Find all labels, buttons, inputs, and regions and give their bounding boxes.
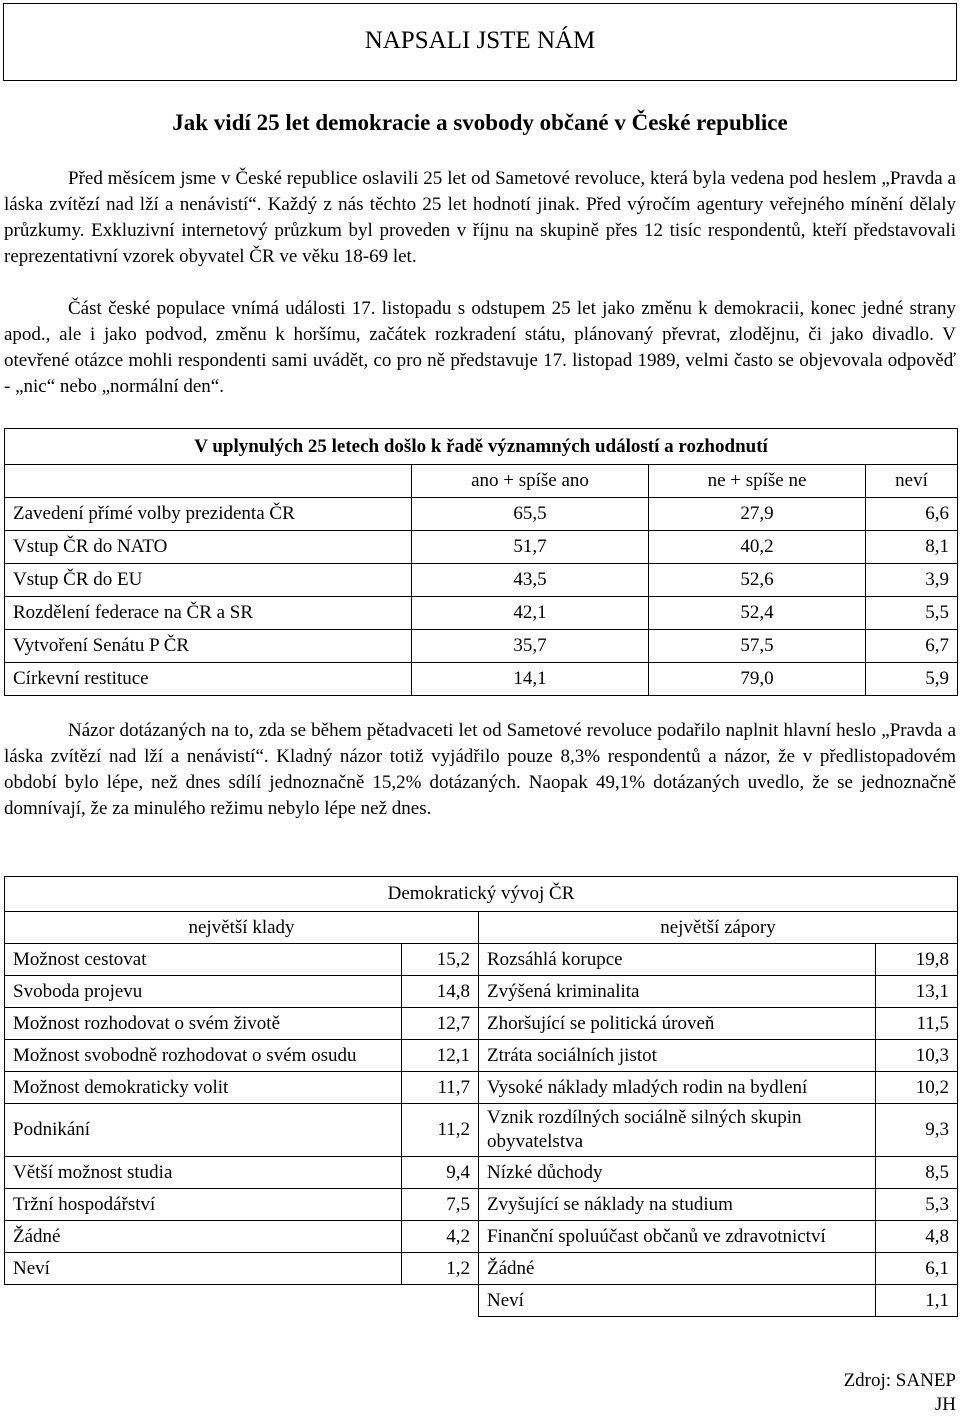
header-box	[3, 3, 957, 81]
pro-label: Svoboda projevu	[5, 976, 402, 1008]
events-table	[4, 428, 958, 696]
event-yes: 14,1	[412, 663, 649, 696]
article-title: Jak vidí 25 let demokracie a svobody občané v České republice	[172, 110, 788, 135]
pros-header: největší klady	[5, 912, 479, 944]
table-row	[5, 1157, 958, 1189]
event-label: Církevní restituce	[5, 663, 412, 696]
table-row	[5, 597, 958, 630]
pro-label-empty	[5, 1285, 402, 1317]
table-row	[5, 1221, 958, 1253]
event-dontknow: 8,1	[866, 531, 958, 564]
pro-value: 4,2	[402, 1221, 479, 1253]
table-row	[5, 663, 958, 696]
con-label: Ztráta sociálních jistot	[479, 1040, 876, 1072]
con-value: 8,5	[876, 1157, 958, 1189]
con-value: 13,1	[876, 976, 958, 1008]
pro-label: Žádné	[5, 1221, 402, 1253]
con-value: 4,8	[876, 1221, 958, 1253]
table-row	[5, 1253, 958, 1285]
author-initials: JH	[934, 1394, 956, 1415]
middle-paragraph: Názor dotázaných na to, zda se během pětadvaceti let od Sametové revoluce podařilo naplnit hlavní heslo „Pravda a láska zvítězí nad lží a nenávistí“. Kladný názor totiž vyjádřilo pouze 8,3% respondentů a názor, že v předlistopadovém období bylo lépe, než dnes sdílí jednoznačně 15,2% dotázaných. Naopak 49,1% dotázaných uvedlo, že se jednoznačně domnívají, že za minulého režimu nebylo lépe než dnes.	[4, 720, 956, 819]
table-row	[5, 976, 958, 1008]
con-value: 9,3	[876, 1104, 958, 1157]
event-no: 27,9	[649, 498, 866, 531]
event-label: Vstup ČR do EU	[5, 564, 412, 597]
con-label: Neví	[479, 1285, 876, 1317]
democracy-table	[4, 876, 958, 1317]
intro-paragraph-2: Část české populace vnímá události 17. listopadu s odstupem 25 let jako změnu k demokracii, konec jedné strany apod., ale i jako podvod, změnu k horšímu, začátek rozkradení státu, plánovaný převrat, zlodějnu, či jako divadlo. V otevřené otázce mohli respondenti sami uvádět, co pro ně představuje 17. listopad 1989, velmi často se objevovala odpověď - „nic“ nebo „normální den“.	[4, 298, 956, 397]
table-row	[5, 1040, 958, 1072]
event-no: 52,6	[649, 564, 866, 597]
pro-value: 7,5	[402, 1189, 479, 1221]
pro-label: Tržní hospodářství	[5, 1189, 402, 1221]
con-label: Nízké důchody	[479, 1157, 876, 1189]
source-note: Zdroj: SANEP	[843, 1370, 956, 1391]
con-value: 11,5	[876, 1008, 958, 1040]
con-value: 6,1	[876, 1253, 958, 1285]
table-row	[5, 1104, 958, 1157]
events-header-no: ne + spíše ne	[649, 465, 866, 498]
table-row	[5, 498, 958, 531]
table-row	[5, 1189, 958, 1221]
pro-value: 9,4	[402, 1157, 479, 1189]
con-value: 1,1	[876, 1285, 958, 1317]
table-row	[5, 531, 958, 564]
event-dontknow: 5,9	[866, 663, 958, 696]
pro-value: 15,2	[402, 944, 479, 976]
table-row	[5, 1072, 958, 1104]
event-label: Vstup ČR do NATO	[5, 531, 412, 564]
event-dontknow: 6,7	[866, 630, 958, 663]
event-no: 40,2	[649, 531, 866, 564]
pro-label: Podnikání	[5, 1104, 402, 1157]
table-row	[5, 1008, 958, 1040]
events-header-dontknow: neví	[866, 465, 958, 498]
pro-label: Možnost demokraticky volit	[5, 1072, 402, 1104]
con-value: 5,3	[876, 1189, 958, 1221]
event-yes: 51,7	[412, 531, 649, 564]
pro-label: Možnost rozhodovat o svém životě	[5, 1008, 402, 1040]
section-title: NAPSALI JSTE NÁM	[364, 27, 596, 54]
event-dontknow: 5,5	[866, 597, 958, 630]
table-row	[5, 1285, 958, 1317]
event-yes: 65,5	[412, 498, 649, 531]
con-label: Vznik rozdílných sociálně silných skupin obyvatelstva	[479, 1104, 876, 1157]
con-label: Zvyšující se náklady na studium	[479, 1189, 876, 1221]
pro-label: Neví	[5, 1253, 402, 1285]
event-yes: 43,5	[412, 564, 649, 597]
table-row	[5, 630, 958, 663]
con-value: 10,2	[876, 1072, 958, 1104]
con-label: Zvýšená kriminalita	[479, 976, 876, 1008]
con-label: Žádné	[479, 1253, 876, 1285]
pro-value: 1,2	[402, 1253, 479, 1285]
event-no: 52,4	[649, 597, 866, 630]
con-value: 19,8	[876, 944, 958, 976]
event-yes: 42,1	[412, 597, 649, 630]
pro-value: 12,7	[402, 1008, 479, 1040]
event-no: 79,0	[649, 663, 866, 696]
event-label: Zavedení přímé volby prezidenta ČR	[5, 498, 412, 531]
con-label: Finanční spoluúčast občanů ve zdravotnictví	[479, 1221, 876, 1253]
event-dontknow: 3,9	[866, 564, 958, 597]
con-label: Vysoké náklady mladých rodin na bydlení	[479, 1072, 876, 1104]
pro-value: 11,7	[402, 1072, 479, 1104]
event-yes: 35,7	[412, 630, 649, 663]
con-label: Rozsáhlá korupce	[479, 944, 876, 976]
pro-value: 11,2	[402, 1104, 479, 1157]
pro-value: 14,8	[402, 976, 479, 1008]
event-no: 57,5	[649, 630, 866, 663]
event-label: Rozdělení federace na ČR a SR	[5, 597, 412, 630]
pro-label: Možnost cestovat	[5, 944, 402, 976]
intro-paragraph-1: Před měsícem jsme v České republice oslavili 25 let od Sametové revoluce, která byla vedena pod heslem „Pravda a láska zvítězí nad lží a nenávistí“. Každý z nás těchto 25 let hodnotí jinak. Před výročím agentury veřejného mínění dělaly průzkumy. Exkluzivní internetový průzkum byl proveden v říjnu na skupině přes 12 tisíc respondentů, kteří představovali reprezentativní vzorek obyvatel ČR ve věku 18-69 let.	[4, 168, 956, 267]
cons-header: největší zápory	[479, 912, 958, 944]
pro-label: Větší možnost studia	[5, 1157, 402, 1189]
event-dontknow: 6,6	[866, 498, 958, 531]
con-value: 10,3	[876, 1040, 958, 1072]
pro-value-empty	[402, 1285, 479, 1317]
table-row	[5, 944, 958, 976]
pro-label: Možnost svobodně rozhodovat o svém osudu	[5, 1040, 402, 1072]
events-table-corner	[5, 465, 412, 498]
democracy-table-title: Demokratický vývoj ČR	[5, 877, 958, 912]
events-header-yes: ano + spíše ano	[412, 465, 649, 498]
table-row	[5, 564, 958, 597]
events-table-title: V uplynulých 25 letech došlo k řadě významných událostí a rozhodnutí	[5, 429, 958, 465]
con-label: Zhoršující se politická úroveň	[479, 1008, 876, 1040]
event-label: Vytvoření Senátu P ČR	[5, 630, 412, 663]
pro-value: 12,1	[402, 1040, 479, 1072]
